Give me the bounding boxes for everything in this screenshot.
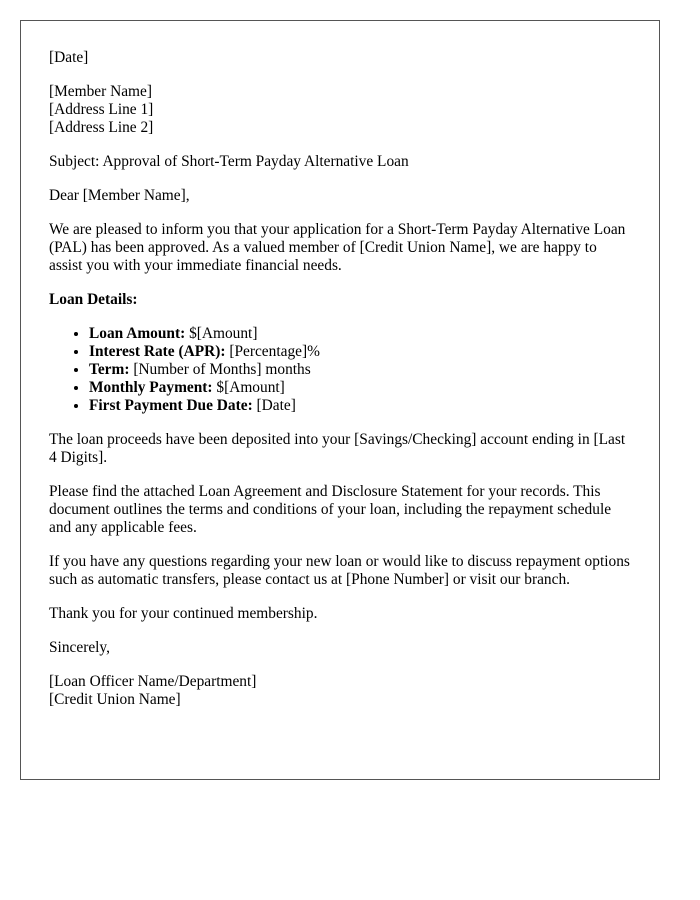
recipient-address-line-2: [Address Line 2] [49,119,154,136]
letter-closing: Sincerely, [49,639,110,656]
loan-details-heading: Loan Details: [49,291,138,308]
loan-detail-label: Interest Rate (APR): [89,343,226,360]
loan-detail-item [89,379,631,397]
recipient-address-line-1: [Address Line 1] [49,101,154,118]
loan-detail-item [89,343,631,361]
letter-subject: Subject: Approval of Short-Term Payday Alternative Loan [49,153,409,170]
proceeds-paragraph: The loan proceeds have been deposited into your [Savings/Checking] account ending in [Last 4 Digits]. [49,431,626,466]
loan-details-list [49,325,631,415]
attachment-paragraph: Please find the attached Loan Agreement and Disclosure Statement for your records. This document outlines the terms and conditions of your loan, including the repayment schedule and any applicable fees. [49,483,612,536]
recipient-address [49,83,631,137]
signature-organization: [Credit Union Name] [49,691,181,708]
loan-detail-item [89,361,631,379]
questions-paragraph: If you have any questions regarding your new loan or would like to discuss repayment options such as automatic transfers, please contact us at [Phone Number] or visit our branch. [49,553,630,588]
loan-detail-label: Loan Amount: [89,325,186,342]
loan-detail-label: Term: [89,361,130,378]
letter-date: [Date] [49,49,89,66]
loan-detail-label: First Payment Due Date: [89,397,253,414]
signature-officer: [Loan Officer Name/Department] [49,673,257,690]
signature-block [49,673,631,709]
letter-salutation: Dear [Member Name], [49,187,190,204]
loan-detail-value: [Percentage]% [225,343,320,360]
loan-detail-value: [Date] [252,397,296,414]
letter-page [20,20,660,780]
recipient-name: [Member Name] [49,83,152,100]
intro-paragraph: We are pleased to inform you that your application for a Short-Term Payday Alternative Loan (PAL) has been approved. As a valued member of [Credit Union Name], we are happy to assist you with your immediate financial needs. [49,221,626,274]
loan-detail-value: [Number of Months] months [129,361,311,378]
loan-detail-item [89,397,631,415]
loan-detail-value: $[Amount] [185,325,258,342]
loan-detail-item [89,325,631,343]
thanks-paragraph: Thank you for your continued membership. [49,605,318,622]
loan-detail-value: $[Amount] [212,379,285,396]
loan-detail-label: Monthly Payment: [89,379,213,396]
